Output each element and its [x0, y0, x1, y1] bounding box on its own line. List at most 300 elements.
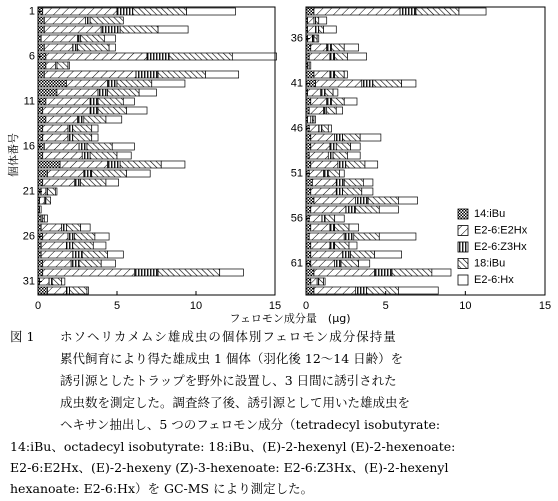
bar-e2hx-ind-2 — [44, 17, 85, 24]
bar-18ibu-ind-10 — [108, 89, 140, 96]
bar-e2hx-ind-28 — [41, 251, 73, 258]
x-tick-label: 0 — [302, 300, 310, 312]
bar-14ibu-ind-43 — [306, 98, 311, 105]
legend-swatch-14ibu — [458, 209, 468, 219]
bar-14ibu-ind-64 — [306, 287, 314, 294]
bar-e2hx-ind-25 — [41, 224, 62, 231]
bar-18ibu-ind-2 — [90, 17, 123, 24]
bar-e2hx-ind-52 — [312, 179, 336, 186]
bar-z3hx-ind-47 — [335, 134, 343, 141]
x-tick-label: 15 — [538, 300, 552, 312]
bar-hx-ind-32 — [87, 287, 89, 294]
bar-14ibu-ind-32 — [38, 287, 47, 294]
bar-18ibu-ind-26 — [74, 233, 95, 240]
bar-e2hx-ind-29 — [43, 260, 71, 267]
bar-e2hx-ind-63 — [311, 278, 317, 285]
bar-18ibu-ind-49 — [333, 152, 347, 159]
bar-hx-ind-30 — [220, 269, 244, 276]
bar-z3hx-ind-29 — [71, 260, 79, 267]
bar-e2hx-ind-47 — [311, 134, 335, 141]
bar-18ibu-ind-32 — [70, 287, 87, 294]
bar-14ibu-ind-8 — [38, 71, 44, 78]
bar-z3hx-ind-37 — [327, 44, 332, 51]
bar-e2hx-ind-57 — [311, 224, 330, 231]
bar-14ibu-ind-9 — [38, 80, 66, 87]
bar-18ibu-ind-34 — [316, 17, 319, 24]
bar-hx-ind-46 — [328, 125, 331, 132]
bar-18ibu-ind-17 — [90, 152, 117, 159]
bar-18ibu-ind-37 — [331, 44, 344, 51]
bar-18ibu-ind-40 — [335, 71, 345, 78]
bar-z3hx-ind-25 — [62, 224, 67, 231]
bar-z3hx-ind-33 — [400, 8, 416, 15]
bar-e2hx-ind-49 — [309, 152, 328, 159]
bar-14ibu-ind-14 — [38, 125, 43, 132]
bar-z3hx-ind-64 — [355, 287, 366, 294]
bar-z3hx-ind-30 — [134, 269, 158, 276]
legend-label-z3hx: E2-6:Z3Hx — [474, 240, 527, 253]
bar-14ibu-ind-20 — [38, 179, 43, 186]
bar-hx-ind-8 — [205, 71, 238, 78]
bar-hx-ind-12 — [126, 107, 147, 114]
bar-14ibu-ind-7 — [38, 62, 46, 69]
bar-hx-ind-42 — [333, 89, 338, 96]
caption-line: E2-6:E2Hx、(E)-2-hexeny (Z)-3-hexenoate: E2-6:Z3Hx、(E)-2-hexenyl — [10, 460, 449, 475]
bar-hx-ind-3 — [158, 26, 188, 33]
bar-z3hx-ind-52 — [336, 179, 344, 186]
bar-z3hx-ind-55 — [346, 206, 356, 213]
legend-swatch-18ibu — [458, 259, 468, 269]
bar-hx-ind-43 — [344, 98, 357, 105]
y-tick-label: 11 — [23, 95, 35, 108]
legend-swatch-hx — [458, 275, 468, 285]
bar-z3hx-ind-58 — [344, 233, 354, 240]
bar-e2hx-ind-13 — [46, 116, 78, 123]
bar-z3hx-ind-1 — [117, 8, 133, 15]
caption-heading — [10, 326, 550, 347]
bar-z3hx-ind-53 — [336, 188, 342, 195]
bar-e2hx-ind-15 — [43, 134, 68, 141]
bar-e2hx-ind-51 — [309, 170, 323, 177]
caption-line: 累代飼育により得た雄成虫 1 個体（羽化後 12～14 日齢）を — [60, 351, 404, 366]
bar-e2hx-ind-42 — [308, 89, 321, 96]
bar-hx-ind-35 — [324, 26, 337, 33]
bar-e2hx-ind-9 — [66, 80, 107, 87]
bar-e2hx-ind-1 — [43, 8, 117, 15]
bar-e2hx-ind-7 — [46, 62, 55, 69]
bar-z3hx-ind-31 — [49, 278, 52, 285]
bar-14ibu-ind-30 — [38, 269, 43, 276]
bar-hx-ind-31 — [62, 278, 65, 285]
bar-z3hx-ind-43 — [327, 98, 332, 105]
x-tick-label: 0 — [34, 300, 42, 312]
y-tick-label: 41 — [290, 77, 303, 90]
bar-e2hx-ind-26 — [43, 233, 68, 240]
x-tick-label: 10 — [189, 300, 203, 312]
bar-18ibu-ind-63 — [319, 278, 324, 285]
bar-z3hx-ind-12 — [90, 107, 98, 114]
bar-hx-ind-59 — [349, 242, 357, 249]
bar-e2hx-ind-10 — [57, 89, 98, 96]
bar-z3hx-ind-11 — [90, 98, 98, 105]
bar-z3hx-ind-35 — [316, 26, 319, 33]
legend — [458, 208, 528, 286]
y-tick-label: 21 — [22, 185, 35, 198]
bar-hx-ind-64 — [398, 287, 438, 294]
bar-hx-ind-20 — [106, 179, 119, 186]
bar-z3hx-ind-61 — [335, 260, 341, 267]
bar-hx-ind-61 — [359, 260, 370, 267]
bar-z3hx-ind-19 — [84, 170, 92, 177]
bar-14ibu-ind-59 — [306, 242, 311, 249]
bar-14ibu-ind-53 — [306, 188, 311, 195]
bar-z3hx-ind-44 — [324, 107, 327, 114]
bar-hx-ind-39 — [309, 62, 311, 69]
y-tick-label: 6 — [28, 50, 35, 63]
y-tick-label: 16 — [22, 140, 35, 153]
bar-z3hx-ind-42 — [320, 89, 325, 96]
bar-e2hx-ind-46 — [309, 125, 319, 132]
bar-hx-ind-5 — [109, 44, 115, 51]
bar-18ibu-ind-27 — [73, 242, 94, 249]
bar-18ibu-ind-60 — [351, 251, 375, 258]
bar-z3hx-ind-8 — [136, 71, 158, 78]
bar-18ibu-ind-41 — [373, 80, 402, 87]
bar-14ibu-ind-2 — [38, 17, 44, 24]
bar-hx-ind-37 — [344, 44, 358, 51]
bar-e2hx-ind-43 — [311, 98, 327, 105]
bar-e2hx-ind-14 — [43, 125, 68, 132]
bar-z3hx-ind-18 — [108, 161, 121, 168]
bar-e2hx-ind-32 — [47, 287, 66, 294]
y-tick-label: 36 — [290, 32, 303, 45]
bar-18ibu-ind-7 — [57, 62, 68, 69]
bar-hx-ind-57 — [349, 224, 359, 231]
bar-18ibu-ind-15 — [73, 134, 92, 141]
bar-14ibu-ind-60 — [306, 251, 311, 258]
bar-18ibu-ind-31 — [52, 278, 61, 285]
bar-18ibu-ind-52 — [344, 179, 363, 186]
bar-e2hx-ind-59 — [311, 242, 330, 249]
bar-18ibu-ind-33 — [416, 8, 459, 15]
bar-18ibu-ind-46 — [322, 125, 328, 132]
bar-hx-ind-9 — [152, 80, 185, 87]
x-axis-label: フェロモン成分量 (μg) — [229, 312, 351, 325]
bar-z3hx-ind-57 — [330, 224, 335, 231]
bar-14ibu-ind-47 — [306, 134, 311, 141]
bar-e2hx-ind-34 — [308, 17, 314, 24]
bar-hx-ind-49 — [347, 152, 360, 159]
bar-hx-ind-51 — [339, 170, 344, 177]
y-tick-label: 26 — [22, 230, 35, 243]
bar-z3hx-ind-14 — [68, 125, 73, 132]
bar-e2hx-ind-19 — [47, 170, 83, 177]
bar-hx-ind-55 — [379, 206, 398, 213]
bar-e2hx-ind-41 — [316, 80, 362, 87]
bar-hx-ind-14 — [92, 125, 98, 132]
bar-z3hx-ind-3 — [101, 26, 120, 33]
bar-14ibu-ind-19 — [38, 170, 47, 177]
bar-hx-ind-13 — [106, 116, 122, 123]
bar-14ibu-ind-52 — [306, 179, 312, 186]
bar-18ibu-ind-19 — [92, 170, 127, 177]
bar-e2hx-ind-12 — [43, 107, 90, 114]
bar-14ibu-ind-3 — [38, 26, 44, 33]
figure-title: ホソヘリカメムシ雄成虫の個体別フェロモン成分保持量 — [60, 329, 397, 344]
bar-e2hx-ind-18 — [60, 161, 107, 168]
bar-18ibu-ind-35 — [319, 26, 324, 33]
bar-18ibu-ind-50 — [346, 161, 365, 168]
bar-e2hx-ind-60 — [311, 251, 343, 258]
bar-hx-ind-6 — [232, 53, 276, 60]
bar-18ibu-ind-44 — [327, 107, 337, 114]
bar-hx-ind-52 — [363, 179, 373, 186]
bar-18ibu-ind-4 — [81, 35, 105, 42]
bar-e2hx-ind-30 — [43, 269, 135, 276]
bar-z3hx-ind-56 — [322, 215, 325, 222]
bar-e2hx-ind-44 — [309, 107, 323, 114]
bar-hx-ind-58 — [379, 233, 416, 240]
bar-hx-ind-28 — [108, 251, 124, 258]
bar-e2hx-ind-56 — [309, 215, 322, 222]
bar-hx-ind-25 — [81, 224, 90, 231]
bar-z3hx-ind-26 — [68, 233, 74, 240]
bar-e2hx-ind-16 — [44, 143, 79, 150]
bar-hx-ind-34 — [319, 17, 327, 24]
bar-18ibu-ind-11 — [98, 98, 123, 105]
bar-z3hx-ind-10 — [98, 89, 107, 96]
bar-z3hx-ind-62 — [375, 269, 393, 276]
bar-e2hx-ind-4 — [41, 35, 77, 42]
bar-18ibu-ind-59 — [335, 242, 349, 249]
bar-z3hx-ind-38 — [330, 53, 335, 60]
bar-z3hx-ind-40 — [330, 71, 335, 78]
bar-z3hx-ind-46 — [319, 125, 322, 132]
bar-z3hx-ind-17 — [82, 152, 90, 159]
bar-18ibu-ind-51 — [328, 170, 339, 177]
bar-hx-ind-29 — [101, 260, 115, 267]
bar-z3hx-ind-5 — [73, 44, 78, 51]
y-tick-label: 1 — [28, 5, 35, 18]
bar-18ibu-ind-64 — [367, 287, 399, 294]
bar-z3hx-ind-6 — [147, 53, 169, 60]
bar-hx-ind-27 — [93, 242, 106, 249]
bar-e2hx-ind-37 — [311, 44, 327, 51]
bar-z3hx-ind-59 — [330, 242, 335, 249]
bar-18ibu-ind-12 — [98, 107, 126, 114]
y-tick-label: 51 — [290, 167, 303, 180]
bar-e2hx-ind-61 — [311, 260, 335, 267]
bar-z3hx-ind-48 — [330, 143, 336, 150]
bar-z3hx-ind-51 — [324, 170, 329, 177]
x-tick-label: 5 — [113, 300, 121, 312]
legend-label-e2hx: E2-6:E2Hx — [474, 224, 528, 237]
bar-14ibu-ind-63 — [306, 278, 311, 285]
bar-e2hx-ind-11 — [46, 98, 90, 105]
bar-z3hx-ind-2 — [85, 17, 90, 24]
bar-e2hx-ind-50 — [311, 161, 338, 168]
bar-hx-ind-18 — [161, 161, 185, 168]
bar-z3hx-ind-60 — [343, 251, 351, 258]
bar-e2hx-ind-33 — [314, 8, 400, 15]
bar-18ibu-ind-42 — [325, 89, 333, 96]
bar-hx-ind-17 — [117, 152, 131, 159]
bar-18ibu-ind-54 — [368, 197, 398, 204]
right-panel — [291, 7, 551, 312]
bar-14ibu-ind-40 — [306, 71, 314, 78]
bar-z3hx-ind-32 — [66, 287, 69, 294]
figure-number: 図 1 — [10, 329, 35, 344]
bar-hx-ind-36 — [317, 35, 319, 42]
bar-14ibu-ind-50 — [306, 161, 311, 168]
bar-hx-ind-24 — [44, 215, 47, 222]
bar-14ibu-ind-55 — [306, 206, 311, 213]
bar-z3hx-ind-9 — [108, 80, 117, 87]
y-tick-label: 56 — [290, 212, 303, 225]
bar-14ibu-ind-17 — [38, 152, 43, 159]
bar-18ibu-ind-21 — [47, 188, 55, 195]
bar-e2hx-ind-62 — [314, 269, 375, 276]
bar-hx-ind-62 — [432, 269, 451, 276]
y-axis-label: 個体番号 — [7, 133, 20, 177]
bar-z3hx-ind-4 — [78, 35, 81, 42]
bar-z3hx-ind-49 — [328, 152, 333, 159]
caption-line: hexanoate: E2-6:Hx）を GC-MS により測定した。 — [10, 481, 314, 496]
bar-14ibu-ind-15 — [38, 134, 43, 141]
bar-hx-ind-54 — [398, 197, 417, 204]
bar-z3hx-ind-54 — [355, 197, 368, 204]
bar-18ibu-ind-14 — [73, 125, 92, 132]
bar-18ibu-ind-28 — [82, 251, 107, 258]
x-tick-label: 15 — [268, 300, 282, 312]
bar-hx-ind-45 — [314, 116, 316, 123]
bar-e2hx-ind-22 — [40, 197, 45, 204]
y-tick-label: 61 — [290, 257, 303, 270]
bar-e2hx-ind-54 — [314, 197, 355, 204]
bar-e2hx-ind-8 — [44, 71, 136, 78]
legend-label-18ibu: 18:iBu — [474, 257, 506, 270]
bar-z3hx-ind-28 — [73, 251, 82, 258]
bar-18ibu-ind-62 — [392, 269, 432, 276]
x-tick-label: 10 — [459, 300, 472, 312]
bar-hx-ind-53 — [362, 188, 373, 195]
bar-hx-ind-63 — [324, 278, 326, 285]
bar-z3hx-ind-50 — [338, 161, 346, 168]
bar-18ibu-ind-22 — [46, 197, 51, 204]
bar-18ibu-ind-5 — [78, 44, 110, 51]
bar-hx-ind-50 — [365, 161, 378, 168]
bar-18ibu-ind-8 — [158, 71, 205, 78]
x-tick-label: 5 — [382, 300, 389, 312]
figure-caption — [10, 326, 550, 499]
bar-18ibu-ind-38 — [335, 53, 348, 60]
bar-18ibu-ind-25 — [66, 224, 80, 231]
bar-z3hx-ind-41 — [362, 80, 373, 87]
bar-e2hx-ind-27 — [41, 242, 66, 249]
bar-e2hx-ind-48 — [311, 143, 330, 150]
bar-e2hx-ind-38 — [309, 53, 330, 60]
y-tick-label: 46 — [290, 122, 303, 135]
left-panel — [23, 5, 281, 312]
bar-e2hx-ind-45 — [308, 116, 311, 123]
bar-18ibu-ind-30 — [158, 269, 220, 276]
bar-hx-ind-10 — [139, 89, 156, 96]
bar-18ibu-ind-58 — [354, 233, 379, 240]
bar-hx-ind-19 — [126, 170, 150, 177]
bar-e2hx-ind-5 — [44, 44, 72, 51]
bar-14ibu-ind-33 — [306, 8, 314, 15]
bar-e2hx-ind-40 — [314, 71, 330, 78]
bar-hx-ind-1 — [187, 8, 236, 15]
caption-line: 誘引源としたトラップを野外に設置し、3 日間に誘引された — [60, 373, 397, 388]
legend-label-hx: E2-6:Hx — [474, 273, 514, 286]
bar-hx-ind-56 — [335, 215, 345, 222]
bar-14ibu-ind-62 — [306, 269, 314, 276]
legend-swatch-e2hx — [458, 226, 468, 236]
legend-label-14ibu: 14:iBu — [474, 207, 506, 220]
caption-line: 14:iBu、octadecyl isobutyrate: 18:iBu、(E)-2-hexenyl (E)-2-hexenoate: — [10, 439, 456, 454]
bar-14ibu-ind-29 — [38, 260, 43, 267]
bar-18ibu-ind-47 — [343, 134, 361, 141]
bar-hx-ind-38 — [347, 53, 366, 60]
bar-e2hx-ind-3 — [44, 26, 101, 33]
bar-z3hx-ind-15 — [68, 134, 73, 141]
bar-14ibu-ind-5 — [38, 44, 44, 51]
bar-14ibu-ind-10 — [38, 89, 57, 96]
bar-14ibu-ind-18 — [38, 161, 60, 168]
bar-18ibu-ind-16 — [87, 143, 112, 150]
bar-z3hx-ind-20 — [74, 179, 80, 186]
bar-hx-ind-21 — [55, 188, 57, 195]
bar-18ibu-ind-53 — [343, 188, 362, 195]
bar-18ibu-ind-18 — [120, 161, 161, 168]
bar-e2hx-ind-58 — [309, 233, 344, 240]
bar-e2hx-ind-6 — [46, 53, 147, 60]
bar-18ibu-ind-13 — [84, 116, 106, 123]
bar-18ibu-ind-3 — [120, 26, 158, 33]
bar-18ibu-ind-1 — [133, 8, 187, 15]
bar-18ibu-ind-57 — [335, 224, 349, 231]
y-tick-label: 31 — [22, 275, 35, 288]
bar-hx-ind-4 — [104, 35, 115, 42]
caption-line: 成虫数を測定した。調査終了後、誘引源として用いた雄成虫を — [60, 395, 411, 410]
bar-hx-ind-26 — [95, 233, 109, 240]
bar-18ibu-ind-29 — [79, 260, 101, 267]
bar-18ibu-ind-6 — [169, 53, 232, 60]
bar-14ibu-ind-54 — [306, 197, 314, 204]
bar-hx-ind-33 — [459, 8, 486, 15]
caption-line: ヘキサン抽出し、5 つのフェロモン成分（tetradecyl isobutyrate: — [60, 417, 441, 432]
bar-18ibu-ind-9 — [117, 80, 152, 87]
bar-hx-ind-23 — [40, 206, 42, 213]
bar-e2hx-ind-20 — [43, 179, 75, 186]
bar-18ibu-ind-43 — [331, 98, 344, 105]
bar-hx-ind-60 — [375, 251, 402, 258]
bar-14ibu-ind-48 — [306, 143, 311, 150]
legend-swatch-z3hx — [458, 242, 468, 252]
bar-z3hx-ind-13 — [78, 116, 84, 123]
bar-hx-ind-11 — [123, 98, 134, 105]
bar-14ibu-ind-37 — [306, 44, 311, 51]
bar-14ibu-ind-12 — [38, 107, 43, 114]
bar-18ibu-ind-55 — [355, 206, 379, 213]
bar-hx-ind-44 — [336, 107, 342, 114]
bar-z3hx-ind-27 — [66, 242, 72, 249]
bar-e2hx-ind-55 — [311, 206, 346, 213]
bar-18ibu-ind-20 — [81, 179, 106, 186]
bar-hx-ind-48 — [351, 143, 361, 150]
bar-e2hx-ind-64 — [314, 287, 355, 294]
